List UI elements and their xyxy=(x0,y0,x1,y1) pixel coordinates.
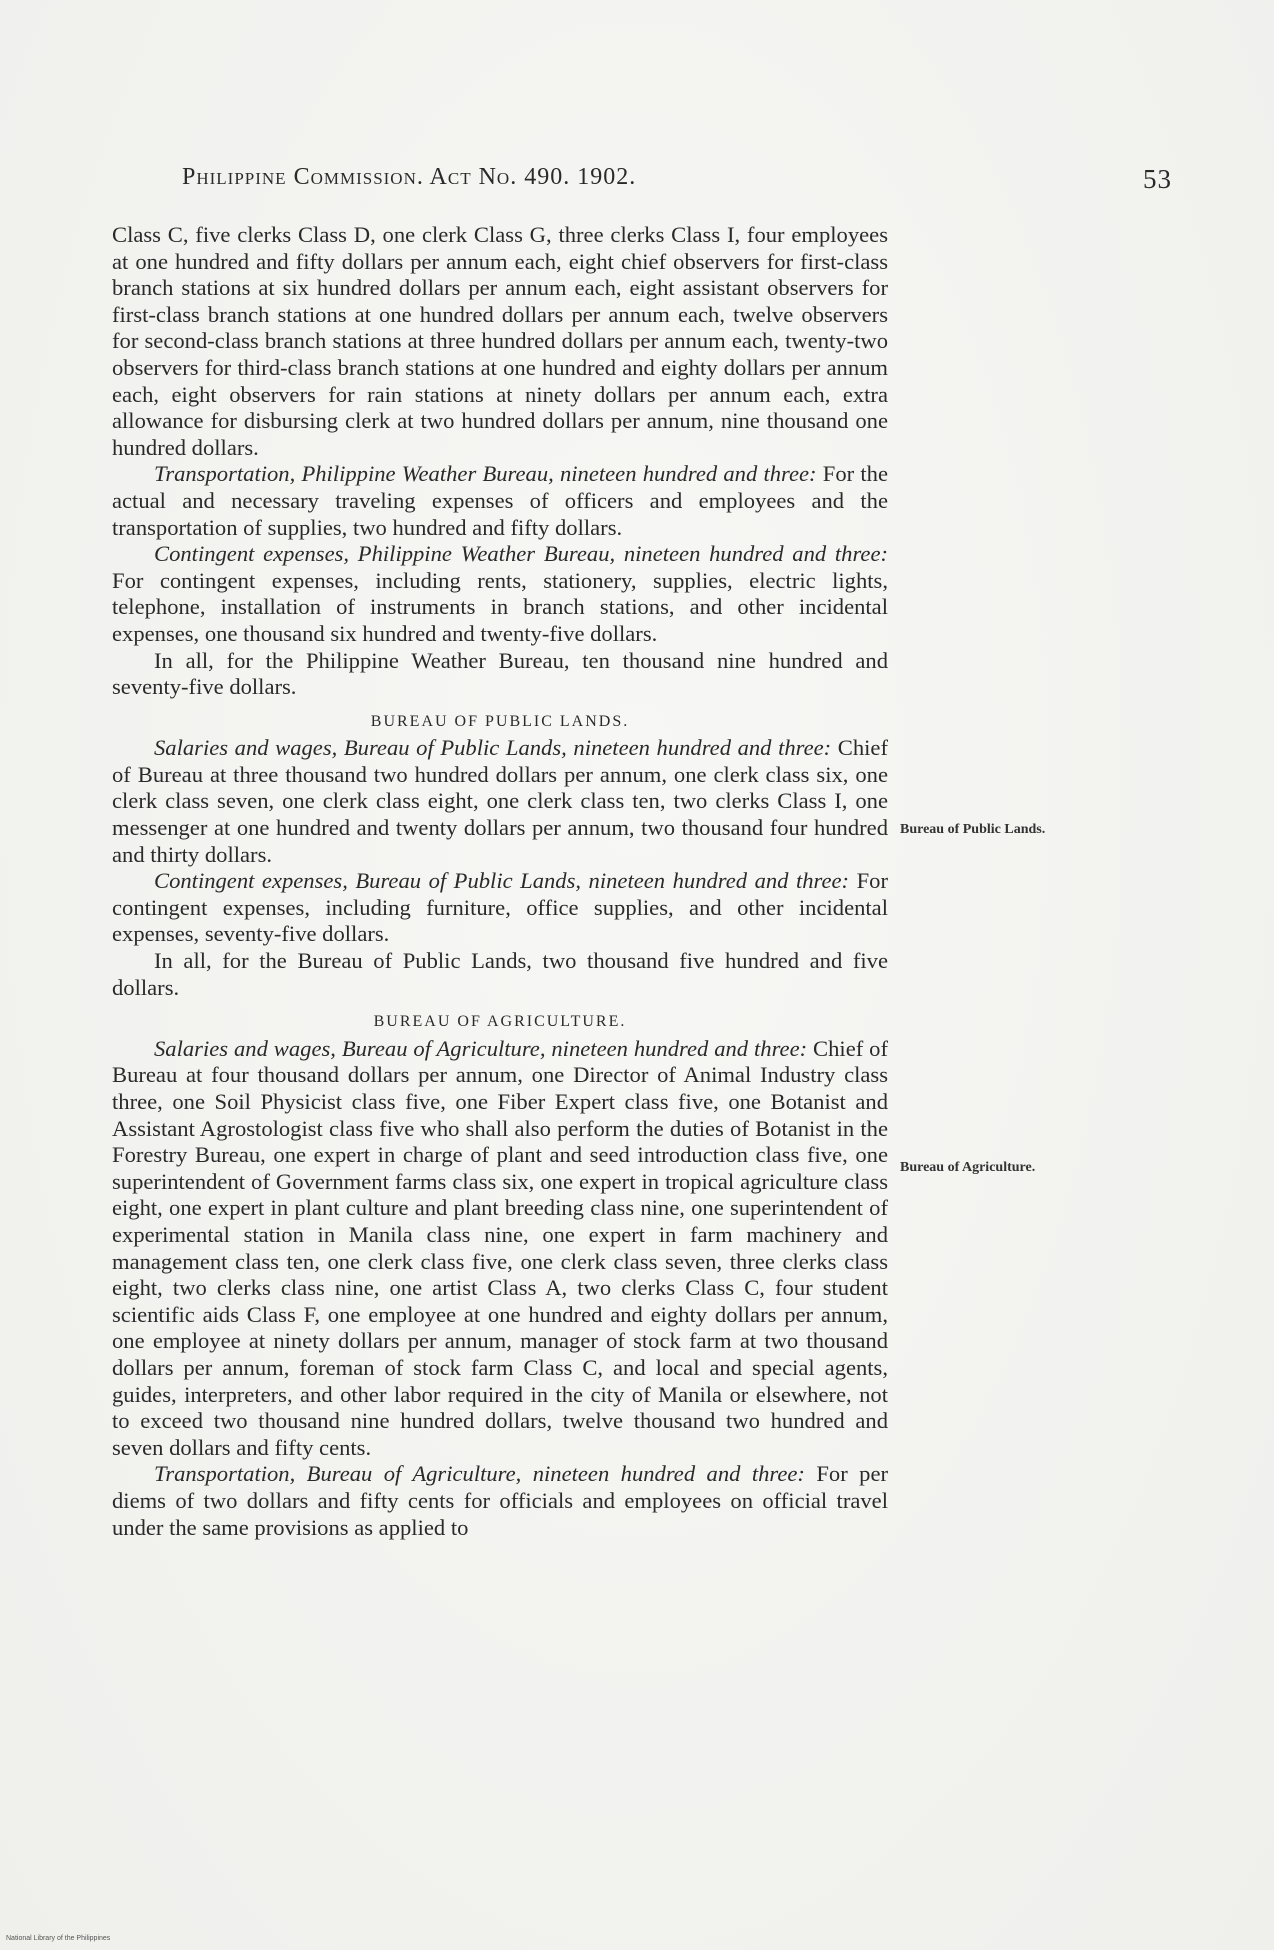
paragraph-text: For contingent expenses, including rents, stationery, supplies, electric lights, telephone, installation of instruments in branch stations, and other incidental expenses, one thousand six hundred and twenty-five dollars. xyxy=(112,567,888,646)
paragraph-text: Chief of Bureau at three thousand two hundred dollars per annum, one clerk class six, one clerk class seven, one clerk class eight, one clerk class ten, two clerks Class I, one messenger at one hundred and twenty dollars per annum, two thousand four hundred and thirty dollars. xyxy=(112,735,888,867)
paragraph-agriculture-transportation xyxy=(112,1461,888,1541)
paragraph-heading: Transportation, Philippine Weather Bureau, nineteen hundred and three: xyxy=(154,461,817,487)
paragraph-weather-transportation xyxy=(112,461,888,541)
paragraph-public-lands-total: In all, for the Bureau of Public Lands, two thousand five hundred and five dollars. xyxy=(112,948,888,1000)
paragraph-heading: Salaries and wages, Bureau of Agriculture, nineteen hundred and three: xyxy=(154,1035,808,1061)
paragraph-public-lands-salaries xyxy=(112,735,888,868)
paragraph-heading: Contingent expenses, Philippine Weather Bureau, nineteen hundred and three: xyxy=(154,541,888,567)
paragraph-weather-contingent xyxy=(112,541,888,647)
paragraph-heading: Transportation, Bureau of Agriculture, nineteen hundred and three: xyxy=(154,1461,805,1487)
running-head: Philippine Commission. Act No. 490. 1902. xyxy=(182,164,637,190)
paragraph-weather-total: In all, for the Philippine Weather Bureau, ten thousand nine hundred and seventy-five dollars. xyxy=(112,647,888,700)
paragraph-agriculture-salaries xyxy=(112,1036,888,1462)
paragraph-text: For per diems of two dollars and fifty cents for officials and employees on official travel under the same provisions as applied to xyxy=(112,1461,888,1540)
paragraph-text: Chief of Bureau at four thousand dollars per annum, one Director of Animal Industry class three, one Soil Physicist class five, one Fiber Expert class five, one Botanist and Assistant Agrostologist class five who shall also perform the duties of Botanist in the Forestry Bureau, one expert in charge of plant and seed introduction class five, one superintendent of Government farms class six, one expert in tropical agriculture class eight, one expert in plant culture and plant breeding class nine, one superintendent of experimental station in Manila class nine, one expert in farm machinery and management class ten, one clerk class five, one clerk class seven, three clerks class eight, two clerks class nine, one artist Class A, two clerks Class C, four student scientific aids Class F, one employee at one hundred and eighty dollars per annum, one employee at ninety dollars per annum, manager of stock farm at two thousand dollars per annum, foreman of stock farm Class C, and local and special agents, guides, interpreters, and other labor required in the city of Manila or elsewhere, not to exceed two thousand nine hundred dollars, twelve thousand two hundred and seven dollars and fifty cents. xyxy=(112,1035,888,1460)
margin-note-public-lands: Bureau of Public Lands. xyxy=(900,822,1046,837)
margin-note-agriculture: Bureau of Agriculture. xyxy=(900,1160,1036,1175)
paragraph-text: For contingent expenses, including furniture, office supplies, and other incidental expenses, seventy-five dollars. xyxy=(112,868,888,947)
page-header xyxy=(182,164,1172,204)
paragraph-weather-salaries-continued: Class C, five clerks Class D, one clerk Class G, three clerks Class I, four employees at one hundred and fifty dollars per annum each, eight chief observers for first-class branch stations at six hundred dollars per annum each, eight assistant observers for first-class branch stations at one hundred dollars per annum each, twelve observers for second-class branch stations at three hundred dollars per annum each, twenty-two observers for third-class branch stations at one hundred and eighty dollars per annum each, eight observers for rain stations at ninety dollars per annum each, extra allowance for disbursing clerk at two hundred dollars per annum, nine thousand one hundred dollars. xyxy=(112,222,888,460)
section-title-public-lands: BUREAU OF PUBLIC LANDS. xyxy=(370,712,630,730)
page-number: 53 xyxy=(1143,164,1172,194)
paragraph-heading: Salaries and wages, Bureau of Public Lands, nineteen hundred and three: xyxy=(154,735,832,761)
section-title-agriculture: BUREAU OF AGRICULTURE. xyxy=(373,1013,627,1031)
paragraph-heading: Contingent expenses, Bureau of Public Lands, nineteen hundred and three: xyxy=(154,868,850,894)
paragraph-public-lands-contingent xyxy=(112,868,888,948)
library-footer: National Library of the Philippines xyxy=(6,1935,111,1942)
paragraph-text: For the actual and necessary traveling expenses of officers and employees and the transportation of supplies, two hundred and fifty dollars. xyxy=(112,461,888,540)
document-body xyxy=(112,222,888,1541)
